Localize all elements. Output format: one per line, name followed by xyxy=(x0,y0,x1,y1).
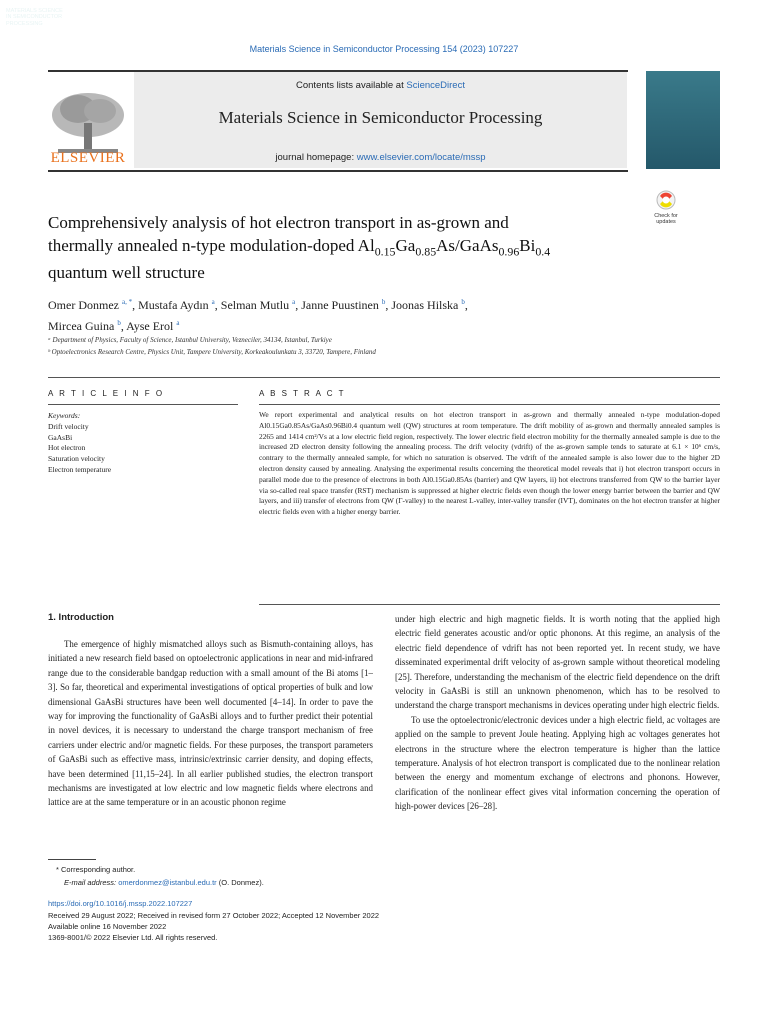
author-sup: b xyxy=(381,298,386,306)
author-sup: a xyxy=(176,319,180,327)
author-3[interactable] xyxy=(221,298,295,312)
intro-paragraph: under high electric and high magnetic fields. It is worth noting that the applied high electric field generates acoustic and/or optic phonons. At this regime, an analysis of the electric field dependence of vdrift has not been reported yet. In recent study, we have disseminated experimental drift velocity of as-grown sample without theoretical modeling [25]. Therefore, understanding the mechanism of the electric field dependence on the drift velocity in GaAsBi is still an unknown phenomenon, which has to be resolved to understand the charge transport mechanisms in devices operating under high electric fields. xyxy=(395,614,720,711)
doi-link[interactable]: https://doi.org/10.1016/j.mssp.2022.107227 xyxy=(48,899,193,908)
publisher-name: ELSEVIER xyxy=(50,150,126,166)
email-label: E-mail address: xyxy=(64,878,119,887)
affiliation-divider xyxy=(48,377,720,378)
corresponding-author-note: * Corresponding author. xyxy=(56,865,136,874)
author-name: Mircea Guina xyxy=(48,319,115,333)
title-line-2-text: thermally annealed n-type modulation-doped Al xyxy=(48,235,375,255)
intro-paragraph: To use the optoelectronic/electronic devices under a high electric field, ac voltages are applied on the sample to prevent Joule heating. Applying high ac voltages generates hot electrons in the structure where the electron temperature is higher than the lattice temperature. Analysis of hot electron transport is complicated due to the nonlinear relation between the energy and momentum exchange of electrons and phonons. However, clarification of the nonlinear effect gives vital information concerning the operation of high-power devices [26–28]. xyxy=(395,714,720,812)
keyword-item: Saturation velocity xyxy=(48,454,105,464)
copyright-notice: 1369-8001/© 2022 Elsevier Ltd. All rights reserved. xyxy=(48,933,218,942)
abstract-rule xyxy=(259,404,720,405)
footnote-rule xyxy=(48,859,96,860)
article-info-label: A R T I C L E I N F O xyxy=(48,389,165,398)
check-for-updates-label[interactable]: Check for updates xyxy=(654,213,678,226)
abstract-bottom-rule xyxy=(259,604,720,605)
author-6[interactable] xyxy=(48,319,121,333)
journal-reference[interactable]: Materials Science in Semiconductor Processing 154 (2023) 107227 xyxy=(249,44,519,54)
title-sub-4: 0.4 xyxy=(535,243,551,258)
email-note xyxy=(64,877,264,888)
contents-prefix: Contents lists available at xyxy=(296,80,407,91)
intro-left-column: The emergence of highly mismatched alloys such as Bismuth-containing alloys, has initiated a new research field based on optoelectronic applications in near and mid-infrared range due to the considerable bandgap reduction with a small amount of the Bi atoms [1–3]. So far, theoretical and experimental investigations of optical properties of bulk and low dimensional GaAsBi structures have been well documented [4–14]. In order to pave the way for improving the functionality of GaAsBi alloys and to further predict their potential in novel devices, it is necessary to understand the charge transport mechanism of free carriers under electric and/or magnetic fields. For these purposes, the transport parameters of GaAsBi such as effective mass, intrinsic/extrinsic carrier density, and doping effects, have been determined [11,15–24]. In all earlier published studies, the electron transport mechanisms are investigated at low electric and low magnetic fields where electrons and lattice are at the same temperature or in an acoustic phonon regime xyxy=(48,639,373,808)
author-4[interactable] xyxy=(301,298,385,312)
title-line-2 xyxy=(48,235,638,263)
abstract-text: We report experimental and analytical results on hot electron transport in as-grown and thermally annealed n-type modulation-doped Al0.15Ga0.85As/GaAs0.96Bi0.4 quantum well (QW) structures at room temperature. The drift mobility of as-grown and thermally annealed samples is 2265 and 1414 cm²/Vs at a low electric field region, respectively. The lower electric field electron mobility for the thermally annealed sample is due to the increased 2D electron density following the annealing process. The drift velocity (vdrift) of the as-grown sample tends to saturate at 6.1 × 10⁶ cm/s, contrary to the thermally annealed sample, for which no saturation is observed. The vdrift of the annealed sample is also lower due to the higher 2D electron density caused by annealing. Analysing the experimental results concerning the theoretical model reveals that i) hot electron transport occurs in parallel mode due to the presence of electrons in both Al0.15Ga0.85As (barrier) and QW layers, ii) hot electrons transferred from QW to the barrier layer via so-called real space transfer (RST) mechanism is suppressed at higher electric fields even though the lower energy barrier between the barrier and QW layers, and iii) transfer of electrons from QW (Γ-valley) to the nearest L-valley, inter-valley transfer (IVT), dominates on the hot electron transfer at higher electric fields even with a higher energy barrier. xyxy=(259,410,720,517)
journal-cover-image xyxy=(646,71,720,169)
author-sup: b xyxy=(461,298,465,306)
author-name: Selman Mutlu xyxy=(220,298,290,312)
keywords-label: Keywords: xyxy=(48,411,81,420)
homepage-link[interactable]: www.elsevier.com/locate/mssp xyxy=(356,152,486,163)
title-line-1: Comprehensively analysis of hot electron transport in as-grown and xyxy=(48,213,509,232)
check-for-updates-icon[interactable] xyxy=(647,190,685,232)
journal-homepage xyxy=(134,152,627,163)
header-bottom-rule xyxy=(48,170,628,172)
title-sub-1: 0.15 xyxy=(374,243,396,258)
title-mid-3: Bi xyxy=(519,235,536,255)
author-sup: a xyxy=(292,298,296,306)
author-7[interactable] xyxy=(126,319,179,333)
author-name: Omer Donmez xyxy=(48,298,119,312)
author-list: Omer Donmez $^{a, *}$, Mustafa Aydın $^a$, Selman Mutlu $^a$, Janne Puustinen $^b$, Joonas Hilska $^b$, Mircea Guina $^b$, Ayse Erol $^a$ xyxy=(48,298,468,333)
homepage-prefix: journal homepage: xyxy=(275,152,357,163)
intro-heading: 1. Introduction xyxy=(48,612,114,623)
author-name: Joonas Hilska xyxy=(391,298,459,312)
title-mid-1: Ga xyxy=(395,235,416,255)
keyword-item: Electron temperature xyxy=(48,464,112,474)
abstract-label: A B S T R A C T xyxy=(259,389,346,398)
journal-title: Materials Science in Semiconductor Processing xyxy=(218,108,543,127)
title-line-3: quantum well structure xyxy=(48,263,205,283)
title-sub-2: 0.85 xyxy=(415,243,437,258)
author-name: Janne Puustinen xyxy=(301,298,379,312)
sciencedirect-link[interactable]: ScienceDirect xyxy=(406,80,465,91)
article-title xyxy=(48,212,638,285)
author-name: Mustafa Aydın xyxy=(138,298,209,312)
author-sup: a, * xyxy=(121,298,133,306)
affiliation-b: ᵇ Optoelectronics Research Centre, Physics Unit, Tampere University, Korkeakoulunkatu 3, 33720, Tampere, Finland xyxy=(48,348,376,356)
author-1[interactable] xyxy=(48,298,132,312)
author-sup: a xyxy=(211,298,215,306)
author-name: Ayse Erol xyxy=(126,319,174,333)
contents-available xyxy=(134,80,627,91)
author-2[interactable] xyxy=(138,298,215,312)
email-link[interactable]: omerdonmez@istanbul.edu.tr xyxy=(118,878,217,887)
keyword-item: Hot electron xyxy=(48,443,86,453)
intro-right-column xyxy=(395,612,720,814)
article-info-rule xyxy=(48,404,238,405)
keyword-item: GaAsBi xyxy=(48,432,73,442)
header-top-rule xyxy=(48,70,628,72)
received-dates: Received 29 August 2022; Received in revised form 27 October 2022; Accepted 12 November 2022 xyxy=(48,911,380,920)
affiliation-a: ᵃ Department of Physics, Faculty of Science, Istanbul University, Vezneciler, 34134, Istanbul, Turkiye xyxy=(48,336,332,344)
online-date: Available online 16 November 2022 xyxy=(48,922,167,931)
journal-cover-text: MATERIALS SCIENCE IN SEMICONDUCTOR PROCESSING xyxy=(6,8,63,27)
keyword-item: Drift velocity xyxy=(48,421,89,431)
title-mid-2: As/GaAs xyxy=(436,235,499,255)
title-sub-3: 0.96 xyxy=(498,243,520,258)
author-sup: b xyxy=(117,319,121,327)
email-suffix: (O. Donmez). xyxy=(216,878,264,887)
author-5[interactable] xyxy=(391,298,465,312)
keywords-block xyxy=(48,411,228,476)
